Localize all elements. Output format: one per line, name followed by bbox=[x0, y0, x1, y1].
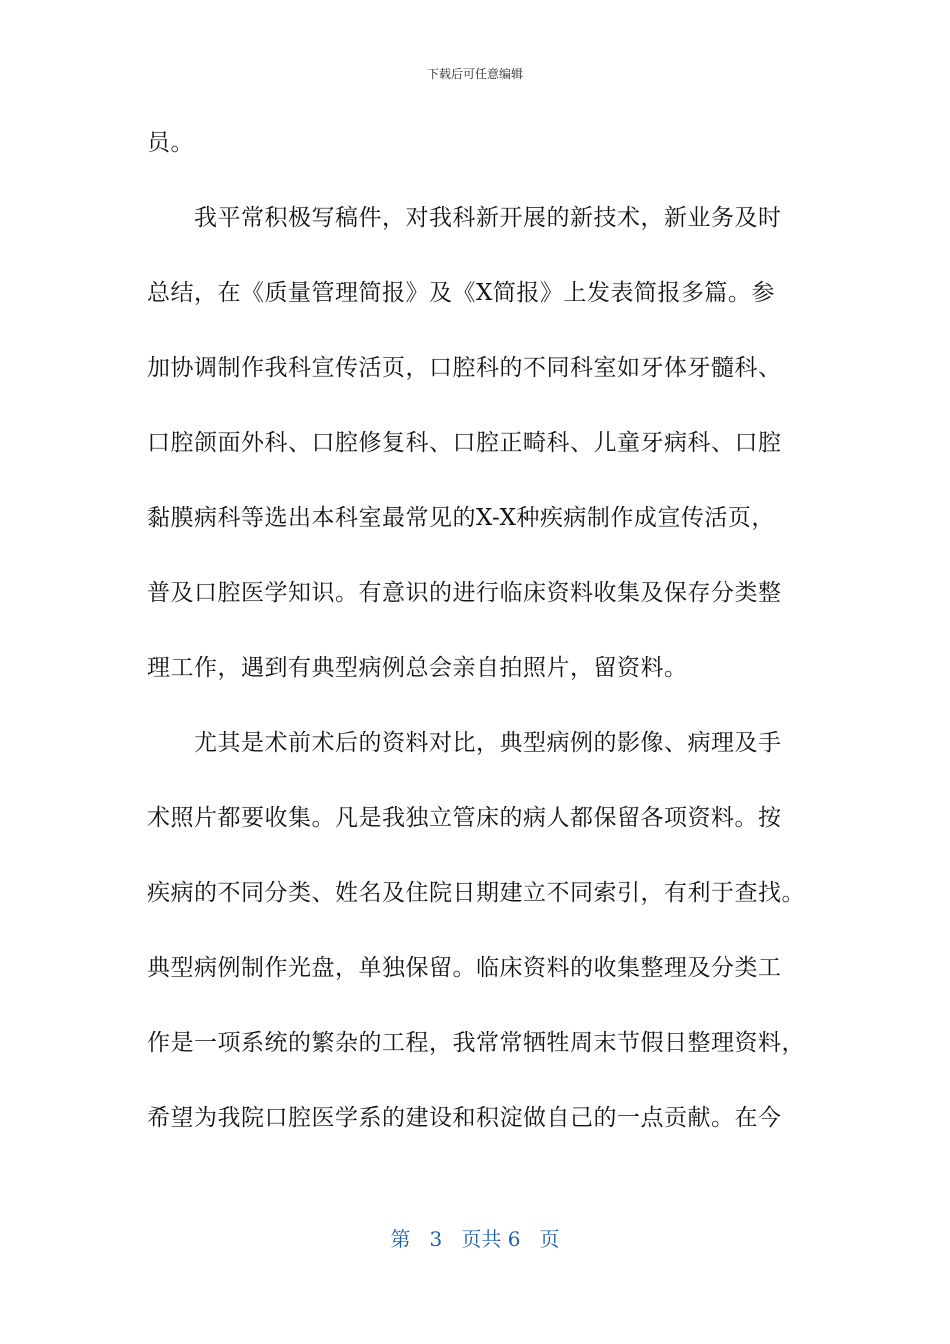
body-line: 理工作，遇到有典型病例总会亲自拍照片，留资料。 bbox=[147, 655, 688, 681]
body-line: 疾病的不同分类、姓名及住院日期建立不同索引，有利于查找。 bbox=[147, 880, 805, 906]
body-line: 员。 bbox=[147, 130, 194, 156]
body-line: 术照片都要收集。凡是我独立管床的病人都保留各项资料。按 bbox=[147, 805, 782, 831]
body-line: 典型病例制作光盘，单独保留。临床资料的收集整理及分类工 bbox=[147, 955, 782, 981]
footer-middle: 页共 bbox=[461, 1227, 502, 1251]
body-line: 尤其是术前术后的资料对比，典型病例的影像、病理及手 bbox=[194, 730, 782, 756]
footer-prefix: 第 bbox=[390, 1227, 411, 1251]
body-line: 希望为我院口腔医学系的建设和积淀做自己的一点贡献。在今 bbox=[147, 1105, 782, 1131]
footer-suffix: 页 bbox=[539, 1227, 560, 1251]
page-footer bbox=[0, 1226, 950, 1252]
body-line: 黏膜病科等选出本科室最常见的X-X种疾病制作成宣传活页， bbox=[147, 505, 775, 531]
footer-total-pages: 6 bbox=[507, 1227, 521, 1251]
body-line: 总结，在《质量管理简报》及《X简报》上发表简报多篇。参 bbox=[147, 280, 775, 306]
body-line: 我平常积极写稿件，对我科新开展的新技术，新业务及时 bbox=[194, 205, 782, 231]
page-header-note: 下载后可任意编辑 bbox=[426, 67, 523, 81]
footer-current-page: 3 bbox=[429, 1227, 443, 1251]
body-line: 口腔颌面外科、口腔修复科、口腔正畸科、儿童牙病科、口腔 bbox=[147, 430, 782, 456]
body-line: 作是一项系统的繁杂的工程，我常常牺牲周末节假日整理资料， bbox=[147, 1030, 805, 1056]
body-line: 普及口腔医学知识。有意识的进行临床资料收集及保存分类整 bbox=[147, 580, 782, 606]
body-line: 加协调制作我科宣传活页，口腔科的不同科室如牙体牙髓科、 bbox=[147, 355, 782, 381]
